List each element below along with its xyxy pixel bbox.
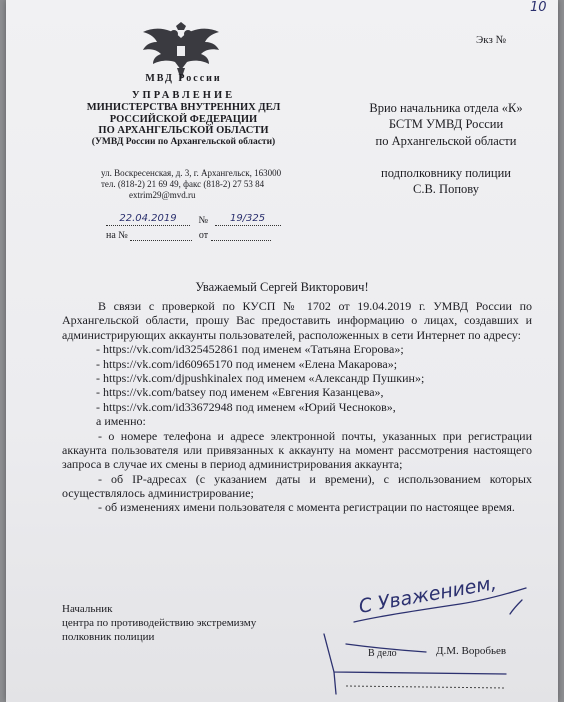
reference-label: на № [106,230,128,241]
letterhead-line-2: РОССИЙСКОЙ ФЕДЕРАЦИИ [109,113,258,125]
account-link: - https://vk.com/djpushkinalex под именем «Александр Пушкин»; [96,370,425,385]
account-link: - https://vk.com/id33672948 под именем «Юрий Чесноков», [96,399,396,414]
addressee-line-2: БСТМ УМВД России [388,117,504,132]
archive-stamp [306,628,516,696]
salutation: Уважаемый Сергей Викторович! [195,280,369,294]
account-link: - https://vk.com/id60965170 под именем «Елена Макарова»; [96,356,398,371]
from-label: от [198,230,209,241]
letterhead-line-1: МИНИСТЕРСТВА ВНУТРЕННИХ ДЕЛ [86,101,281,113]
body-intro: В связи с проверкой по КУСП № 1702 от 19.04.2019 г. УМВД России по Архангельской области, прошу Вас предоставить информацию о лицах, создавших и администрирующих аккаунты пользователей, расположенных в сети Интернет по адресу: [62,299,532,342]
addressee-block [334,100,558,197]
archive-stamp-label: В дело [368,648,397,659]
signature-block [62,602,256,644]
letterhead-short-name: (УМВД России по Архангельской области) [91,137,276,148]
account-links-list [96,342,532,414]
signatory-rank: полковник полиции [62,631,155,644]
addressee-line-1: Врио начальника отдела «К» [369,101,523,115]
phone-fax: тел. (818-2) 21 69 49, факс (818-2) 27 53 84 [101,178,265,189]
letter-body [62,299,532,515]
document-page [6,0,558,702]
copy-number: Экз № [476,34,507,46]
registration-number-label: № [198,215,209,226]
department-title: УПРАВЛЕНИЕ [131,90,236,102]
addressee-line-4: подполковнику полиции [381,165,511,180]
handwritten-resolution: С Уважением, [357,572,499,618]
letterhead-line-3: ПО АРХАНГЕЛЬСКОЙ ОБЛАСТИ [98,125,269,137]
ministry-name: МВД России [145,73,222,84]
handwritten-page-number: 10 [530,0,547,15]
double-headed-eagle-emblem-icon [141,22,221,80]
addressee-line-3: по Архангельской области [375,133,517,148]
email-address: extrim29@mvd.ru [129,189,196,200]
signatory-title-2: центра по противодействию экстремизму [62,617,257,630]
body-namely: а именно: [96,414,146,429]
registration-block [106,213,281,241]
signatory-name: Д.М. Воробьев [436,645,507,657]
request-item: - о номере телефона и адресе электронной почты, указанных при регистрации аккаунта пользователя или привязанных к аккаунту на момент рассмотрения настоящего запроса в случае их смены в период администрирования аккаунта; [62,428,532,472]
registration-number: 19/325 [215,213,281,226]
addressee-line-5: С.В. Попову [413,182,479,196]
request-item: - об изменениях имени пользователя с момента регистрации по настоящее время. [98,500,515,515]
request-item: - об IP-адресах (с указанием даты и времени), с использованием которых осуществлялось администрирование; [62,471,532,501]
signatory-title-1: Начальник [62,603,113,615]
account-link: - https://vk.com/id325452861 под именем «Татьяна Егорова»; [96,342,404,357]
postal-address: ул. Воскресенская, д. 3, г. Архангельск, 163000 [101,168,282,178]
registration-date: 22.04.2019 [106,213,190,226]
account-link: - https://vk.com/batsey под именем «Евгения Казанцева», [96,385,384,400]
letterhead [66,73,301,148]
contact-details [101,168,281,201]
handwritten-scribble [350,574,530,634]
